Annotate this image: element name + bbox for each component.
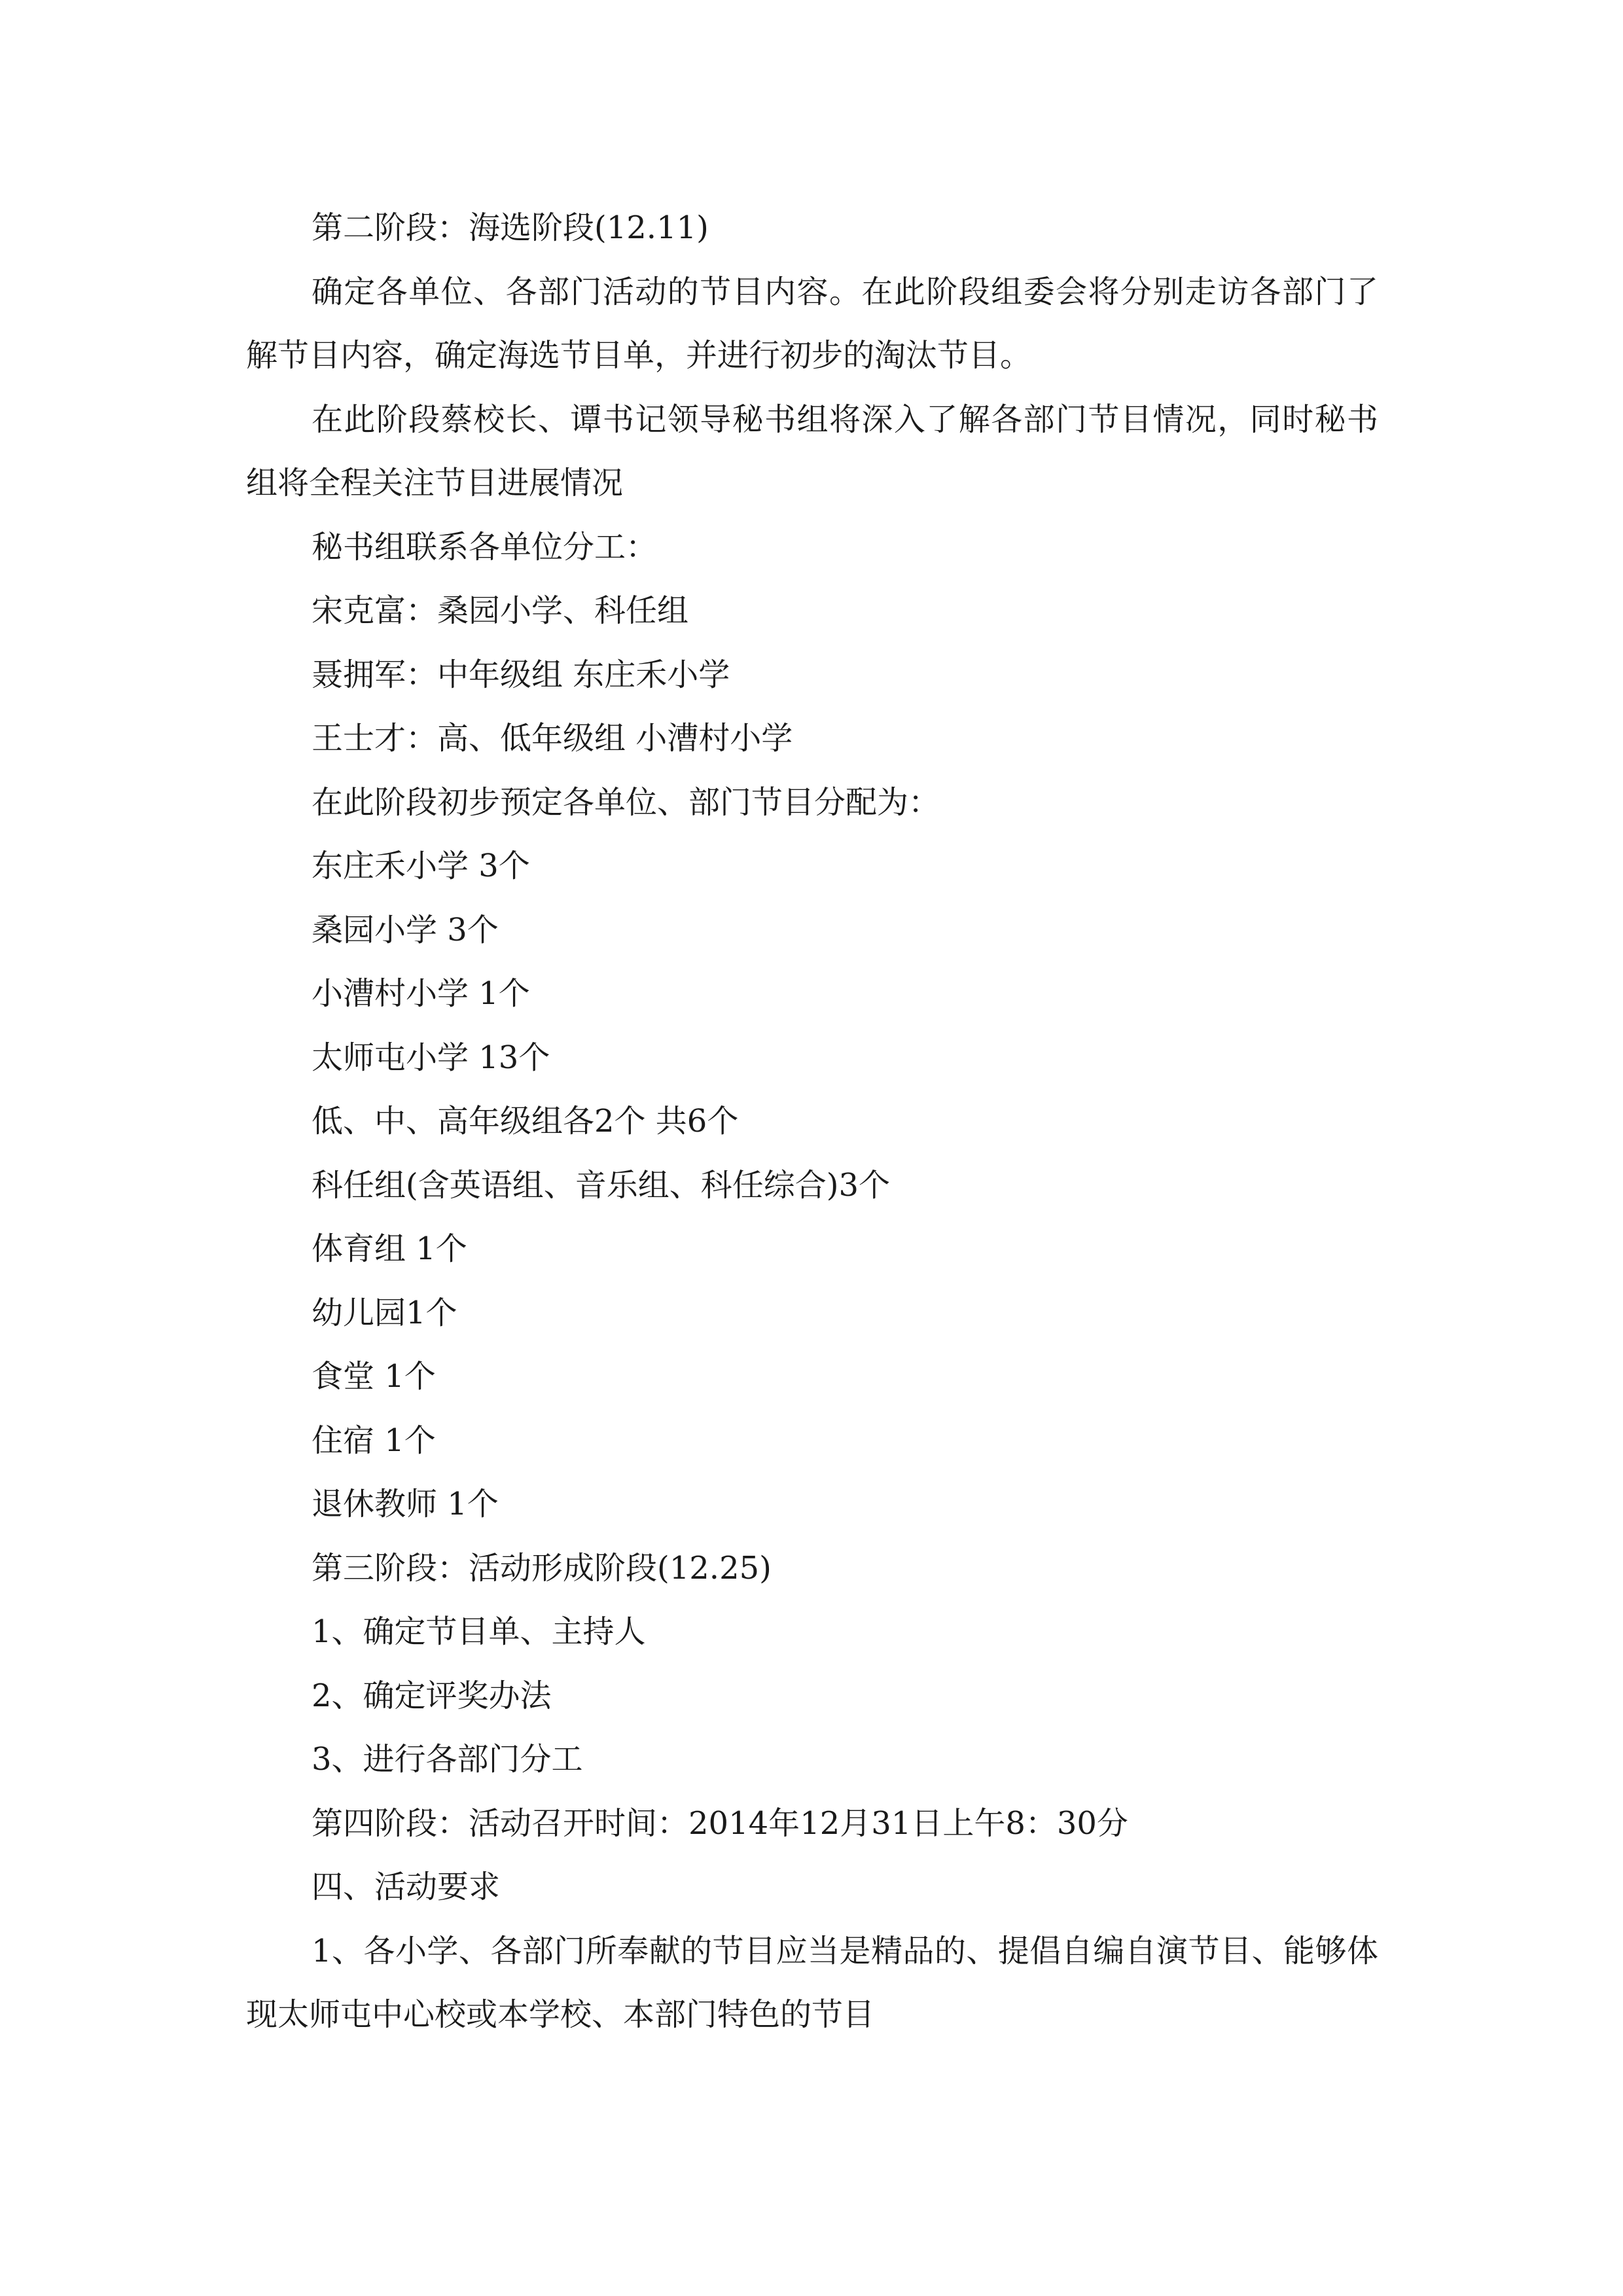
section-heading-stage-4: 第四阶段：活动召开时间：2014年12月31日上午8：30分 xyxy=(312,1804,1128,1842)
list-item: 住宿 1个 xyxy=(312,1422,436,1459)
paragraph: 1、各小学、各部门所奉献的节目应当是精品的、提倡自编自演节目、能够体现太师屯中心校或本学校、本部门特色的节目 xyxy=(246,1932,1378,2033)
list-item: 科任组(含英语组、音乐组、科任综合)3个 xyxy=(312,1166,890,1204)
list-item: 桑园小学 3个 xyxy=(312,911,499,948)
list-item: 幼儿园1个 xyxy=(312,1294,457,1331)
list-item: 食堂 1个 xyxy=(312,1358,436,1395)
list-item: 王士才：高、低年级组 小漕村小学 xyxy=(312,720,793,757)
list-heading: 在此阶段初步预定各单位、部门节目分配为： xyxy=(312,783,940,821)
list-heading: 秘书组联系各单位分工： xyxy=(312,528,658,565)
list-item: 退休教师 1个 xyxy=(312,1486,499,1522)
section-heading-stage-2: 第二阶段：海选阶段(12.11) xyxy=(312,209,709,246)
paragraph: 确定各单位、各部门活动的节目内容。在此阶段组委会将分别走访各部门了解节目内容，确定海选节目单，并进行初步的淘汰节目。 xyxy=(246,273,1378,374)
list-item: 小漕村小学 1个 xyxy=(312,975,530,1012)
list-item: 2、确定评奖办法 xyxy=(312,1677,552,1714)
section-heading-requirements: 四、活动要求 xyxy=(312,1869,501,1905)
list-item: 1、确定节目单、主持人 xyxy=(312,1613,646,1650)
list-item: 太师屯小学 13个 xyxy=(312,1039,550,1076)
list-item: 东庄禾小学 3个 xyxy=(312,848,530,884)
document-body xyxy=(246,196,1378,2047)
list-item: 体育组 1个 xyxy=(312,1230,467,1267)
paragraph: 在此阶段蔡校长、谭书记领导秘书组将深入了解各部门节目情况，同时秘书组将全程关注节目进展情况 xyxy=(246,401,1378,501)
section-heading-stage-3: 第三阶段：活动形成阶段(12.25) xyxy=(312,1549,772,1587)
list-item: 聂拥军：中年级组 东庄禾小学 xyxy=(312,656,730,693)
list-item: 低、中、高年级组各2个 共6个 xyxy=(312,1103,739,1139)
list-item: 宋克富：桑园小学、科任组 xyxy=(312,592,689,629)
list-item: 3、进行各部门分工 xyxy=(312,1741,583,1778)
